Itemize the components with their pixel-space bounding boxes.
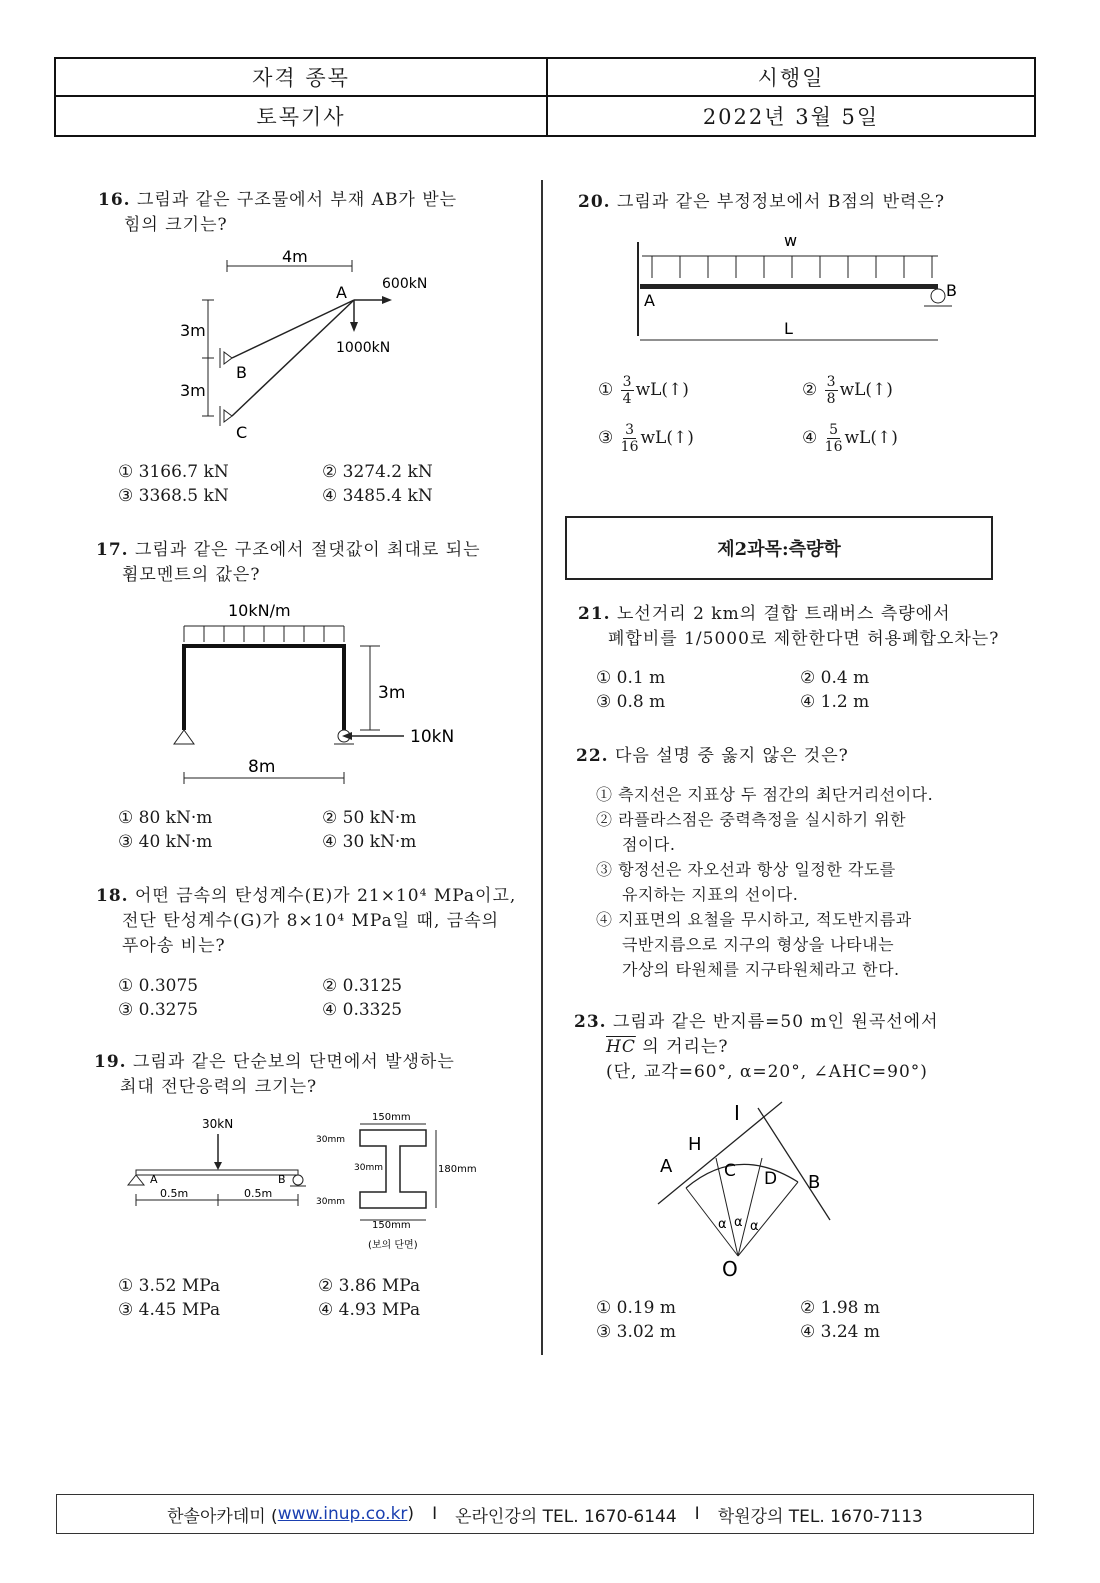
q20-label-b: B	[946, 281, 957, 300]
question-number: 16.	[98, 190, 131, 210]
q16-label-c: C	[236, 423, 248, 442]
q17-load: 10kN/m	[228, 601, 291, 620]
header-col2-title: 시행일	[757, 66, 825, 90]
question-number: 17.	[96, 540, 129, 560]
question-text: 푸아송 비는?	[122, 936, 226, 956]
question-18	[96, 884, 526, 959]
option-tail: wL(↑)	[635, 380, 689, 400]
q19-flange-bottom-t: 30mm	[316, 1197, 345, 1207]
q22-option-4-cont: 가상의 타원체를 지구타원체라고 한다.	[622, 960, 900, 979]
question-number: 23.	[574, 1012, 607, 1032]
q19-web-t: 30mm	[354, 1163, 383, 1173]
q16-label-a: A	[336, 283, 347, 302]
q22-option-1[interactable]: ① 측지선은 지표상 두 점간의 최단거리선이다.	[596, 785, 934, 804]
q16-option-1[interactable]: ① 3166.7 kN	[118, 462, 229, 482]
q18-option-3[interactable]: ③ 0.3275	[118, 1000, 199, 1020]
q19-option-1[interactable]: ① 3.52 MPa	[118, 1276, 221, 1296]
question-23	[574, 1010, 1014, 1085]
question-number: 21.	[578, 604, 611, 624]
q17-option-1[interactable]: ① 80 kN·m	[118, 808, 213, 828]
q23-option-4[interactable]: ④ 3.24 m	[800, 1322, 881, 1342]
q23-label-o: O	[722, 1257, 738, 1280]
q17-option-2[interactable]: ② 50 kN·m	[322, 808, 417, 828]
option-tail: wL(↑)	[844, 428, 898, 448]
option-mark: ③	[598, 428, 614, 448]
frac-den: 8	[826, 391, 836, 407]
frac-num: 5	[829, 422, 839, 438]
question-text: 힘의 크기는?	[124, 215, 228, 235]
q17-option-4[interactable]: ④ 30 kN·m	[322, 832, 417, 852]
question-text: 그림과 같은 구조에서 절댓값이 최대로 되는	[134, 540, 481, 560]
footer-online: 온라인강의 TEL. 1670-6144	[455, 1506, 677, 1527]
frac-num: 3	[622, 374, 632, 390]
q23-label-h: H	[688, 1134, 702, 1155]
q23-alpha: α	[718, 1217, 727, 1232]
question-number: 22.	[576, 746, 609, 766]
option-mark: ①	[598, 380, 614, 400]
option-tail: wL(↑)	[839, 380, 893, 400]
q19-flange-top-width: 150mm	[372, 1112, 411, 1123]
q23-alpha: α	[734, 1215, 743, 1230]
q20-option-3[interactable]	[598, 422, 694, 455]
q23-alpha: α	[750, 1219, 759, 1234]
q22-options	[596, 782, 1006, 982]
q19-label-a: A	[150, 1173, 158, 1186]
question-text: 다음 설명 중 옳지 않은 것은?	[614, 746, 849, 766]
question-text: 그림과 같은 단순보의 단면에서 발생하는	[132, 1052, 455, 1072]
q17-side-load: 10kN	[410, 727, 455, 747]
footer-academy: 한솔아카데미 (	[167, 1506, 278, 1527]
q18-option-4[interactable]: ④ 0.3325	[322, 1000, 403, 1020]
frac-den: 16	[620, 439, 639, 455]
question-text: 그림과 같은 부정정보에서 B점의 반력은?	[616, 192, 945, 212]
option-mark: ④	[802, 428, 818, 448]
header-col1-value: 토목기사	[256, 105, 346, 129]
q17-span: 8m	[248, 757, 276, 777]
question-text: 어떤 금속의 탄성계수(E)가 21×10⁴ MPa이고,	[134, 886, 517, 906]
q23-option-1[interactable]: ① 0.19 m	[596, 1298, 677, 1318]
overline-segment: $\overline{HC}$	[606, 1037, 636, 1057]
q16-dim-top: 4m	[282, 247, 308, 266]
question-text: 휨모멘트의 값은?	[122, 565, 261, 585]
frac-num: 3	[826, 374, 836, 390]
q23-option-2[interactable]: ② 1.98 m	[800, 1298, 881, 1318]
q20-load: w	[784, 231, 798, 250]
q21-option-2[interactable]: ② 0.4 m	[800, 668, 870, 688]
q19-option-2[interactable]: ② 3.86 MPa	[318, 1276, 421, 1296]
q20-option-1[interactable]	[598, 374, 689, 407]
q16-label-b: B	[236, 363, 247, 382]
question-text: 그림과 같은 반지름=50 m인 원곡선에서	[612, 1012, 939, 1032]
q19-span-left: 0.5m	[160, 1187, 189, 1200]
question-17	[96, 538, 516, 588]
frac-den: 4	[622, 391, 632, 407]
figure-q23-curve	[650, 1096, 850, 1280]
q22-option-3[interactable]: ③ 항정선은 자오선과 항상 일정한 각도를	[596, 860, 896, 879]
q22-option-2[interactable]: ② 라플라스점은 중력측정을 실시하기 위한	[596, 810, 907, 829]
question-text: 의 거리는?	[635, 1037, 729, 1057]
q19-option-4[interactable]: ④ 4.93 MPa	[318, 1300, 421, 1320]
header-table	[54, 57, 1036, 137]
question-number: 18.	[96, 886, 129, 906]
q23-label-d: D	[764, 1169, 778, 1189]
q19-depth: 180mm	[438, 1164, 477, 1175]
q19-option-3[interactable]: ③ 4.45 MPa	[118, 1300, 221, 1320]
question-text: 그림과 같은 구조물에서 부재 AB가 받는	[136, 190, 458, 210]
question-condition: (단, 교각=60°, α=20°, ∠AHC=90°)	[606, 1062, 928, 1082]
footer-bar	[56, 1494, 1034, 1534]
q22-option-4[interactable]: ④ 지표면의 요철을 무시하고, 적도반지름과	[596, 910, 912, 929]
q16-dim-upper: 3m	[180, 321, 206, 340]
q22-option-2-cont: 점이다.	[622, 835, 676, 854]
question-text: 폐합비를 1/5000로 제한한다면 허용폐합오차는?	[608, 629, 1000, 649]
frac-den: 16	[824, 439, 843, 455]
figure-q17-frame	[160, 596, 470, 786]
q23-option-3[interactable]: ③ 3.02 m	[596, 1322, 677, 1342]
question-19	[94, 1050, 524, 1100]
q16-dim-lower: 3m	[180, 381, 206, 400]
subject-title-box	[565, 516, 993, 580]
q16-load-v: 1000kN	[336, 340, 391, 356]
question-text: 노선거리 2 km의 결합 트래버스 측량에서	[616, 604, 951, 624]
subject-title: 제2과목:측량학	[717, 539, 841, 560]
q19-span-right: 0.5m	[244, 1187, 273, 1200]
q16-option-2[interactable]: ② 3274.2 kN	[322, 462, 433, 482]
q21-option-3[interactable]: ③ 0.8 m	[596, 692, 666, 712]
q20-option-4[interactable]	[802, 422, 898, 455]
q17-option-3[interactable]: ③ 40 kN·m	[118, 832, 213, 852]
frac-num: 3	[625, 422, 635, 438]
figure-q19-beam	[120, 1108, 490, 1258]
q16-load-h: 600kN	[382, 276, 428, 292]
q20-option-2[interactable]	[802, 374, 893, 407]
option-mark: ②	[802, 380, 818, 400]
q23-label-b: B	[808, 1172, 821, 1193]
figure-q20-beam	[624, 228, 964, 358]
question-22	[576, 744, 1016, 769]
q16-option-4[interactable]: ④ 3485.4 kN	[322, 486, 433, 506]
q22-option-4-cont: 극반지름으로 지구의 형상을 나타내는	[622, 935, 895, 954]
q19-load: 30kN	[202, 1117, 234, 1131]
question-number: 20.	[578, 192, 611, 212]
q23-label-c: C	[724, 1161, 736, 1181]
figure-q16-truss	[170, 244, 460, 444]
q21-option-1[interactable]: ① 0.1 m	[596, 668, 666, 688]
q19-flange-top-t: 30mm	[316, 1135, 345, 1145]
question-21	[578, 602, 1028, 652]
header-col2-value: 2022년 3월 5일	[702, 105, 880, 129]
q21-option-4[interactable]: ④ 1.2 m	[800, 692, 870, 712]
footer-separator: I	[432, 1504, 438, 1524]
question-text: 전단 탄성계수(G)가 8×10⁴ MPa일 때, 금속의	[122, 911, 500, 931]
option-tail: wL(↑)	[640, 428, 694, 448]
q19-caption: (보의 단면)	[368, 1240, 418, 1251]
question-number: 19.	[94, 1052, 127, 1072]
q20-span: L	[784, 319, 793, 338]
q23-label-i: I	[734, 1101, 740, 1125]
footer-link[interactable]: www.inup.co.kr	[277, 1504, 408, 1524]
q19-flange-bottom-width: 150mm	[372, 1220, 411, 1231]
header-col1-title: 자격 종목	[252, 66, 350, 90]
question-text: 최대 전단응력의 크기는?	[120, 1077, 318, 1097]
q18-option-1[interactable]: ① 0.3075	[118, 976, 199, 996]
footer-offline: 학원강의 TEL. 1670-7113	[717, 1506, 923, 1527]
q16-option-3[interactable]: ③ 3368.5 kN	[118, 486, 229, 506]
column-divider	[541, 180, 543, 1355]
q20-label-a: A	[644, 291, 655, 310]
q19-label-b: B	[278, 1173, 286, 1186]
q23-label-a: A	[660, 1156, 673, 1177]
footer-close: )	[407, 1504, 415, 1524]
question-20	[578, 190, 1018, 215]
q18-option-2[interactable]: ② 0.3125	[322, 976, 403, 996]
q22-option-3-cont: 유지하는 지표의 선이다.	[622, 885, 799, 904]
q17-height: 3m	[378, 683, 406, 703]
footer-separator: I	[694, 1504, 700, 1524]
question-16	[98, 188, 518, 238]
